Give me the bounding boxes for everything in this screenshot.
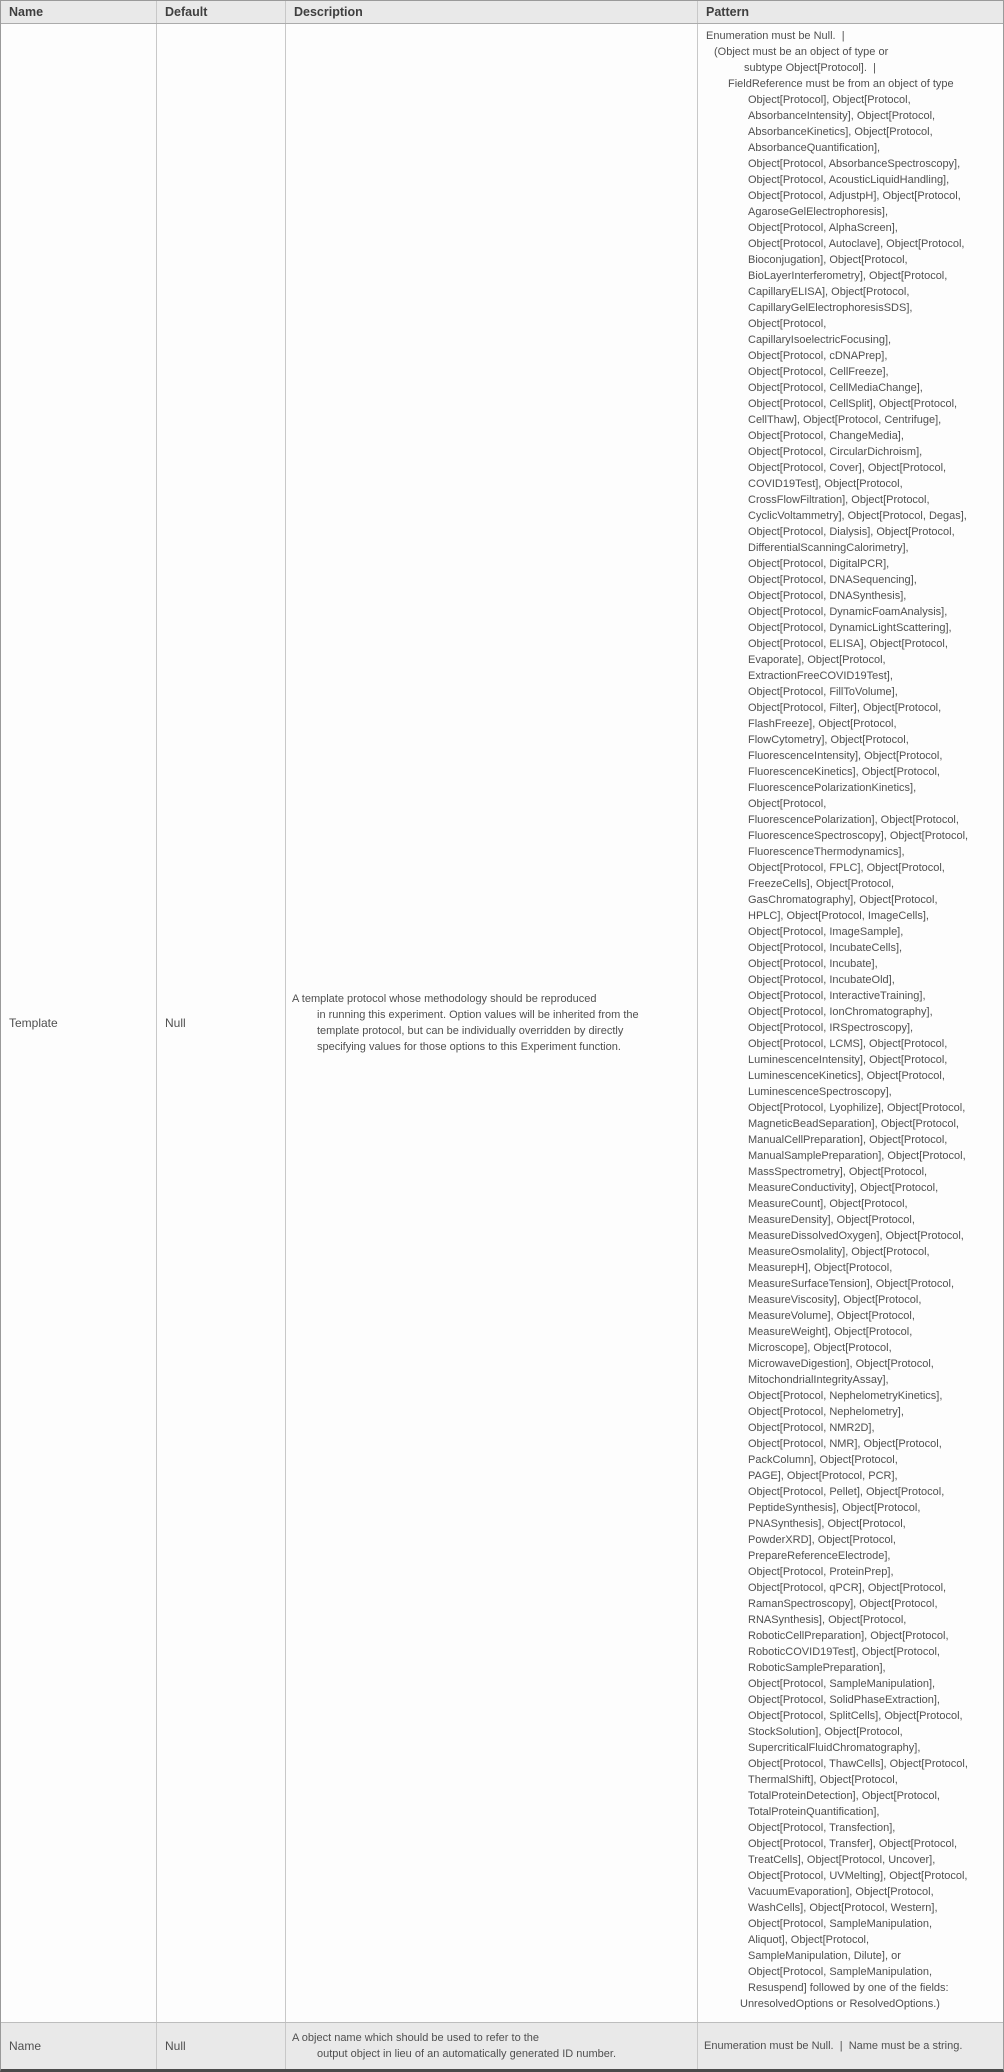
text-line: Object[Protocol, Autoclave], Object[Protocol,: [748, 238, 965, 250]
text-line: ManualCellPreparation], Object[Protocol,: [748, 1134, 948, 1146]
text-line: Object[Protocol, cDNAPrep],: [748, 350, 888, 362]
text-line: CrossFlowFiltration], Object[Protocol,: [748, 494, 930, 506]
text-line: FluorescenceSpectroscopy], Object[Protocol,: [748, 830, 969, 842]
text-line: Object[Protocol, Pellet], Object[Protocol,: [748, 1486, 945, 1498]
text-line: CellThaw], Object[Protocol, Centrifuge],: [748, 414, 942, 426]
text-line: FreezeCells], Object[Protocol,: [748, 878, 895, 890]
text-line: PrepareReferenceElectrode],: [748, 1550, 891, 1562]
text-line: FluorescencePolarization], Object[Protocol,: [748, 814, 959, 826]
text-line: A template protocol whose methodology should be reproduced: [292, 993, 597, 1005]
name-name-cell: Name: [1, 2023, 157, 2069]
text-line: Object[Protocol, CellMediaChange],: [748, 382, 923, 394]
text-line: BioLayerInterferometry], Object[Protocol,: [748, 270, 948, 282]
text-line: TreatCells], Object[Protocol, Uncover],: [748, 1854, 936, 1866]
text-line: Object[Protocol, DigitalPCR],: [748, 558, 890, 570]
text-line: Object[Protocol, NMR2D],: [748, 1422, 875, 1434]
text-line: MeasureCount], Object[Protocol,: [748, 1198, 908, 1210]
text-line: Object[Protocol, ChangeMedia],: [748, 430, 904, 442]
text-line: Object[Protocol, DNASequencing],: [748, 574, 917, 586]
text-line: MeasureDensity], Object[Protocol,: [748, 1214, 915, 1226]
text-line: Object[Protocol, NephelometryKinetics],: [748, 1390, 943, 1402]
text-line: Object[Protocol, FillToVolume],: [748, 686, 898, 698]
text-line: AbsorbanceQuantification],: [748, 142, 881, 154]
name-default-cell: Null: [157, 2023, 286, 2069]
text-line: PeptideSynthesis], Object[Protocol,: [748, 1502, 921, 1514]
text-line: Object[Protocol, SampleManipulation],: [748, 1678, 936, 1690]
table-row-template: [1, 24, 1003, 2023]
text-line: UnresolvedOptions or ResolvedOptions.): [740, 1998, 940, 2010]
text-line: RamanSpectroscopy], Object[Protocol,: [748, 1598, 938, 1610]
text-line: Enumeration must be Null. |: [706, 30, 845, 42]
text-line: Bioconjugation], Object[Protocol,: [748, 254, 908, 266]
text-line: ExtractionFreeCOVID19Test],: [748, 670, 893, 682]
text-line: PackColumn], Object[Protocol,: [748, 1454, 898, 1466]
text-line: Object[Protocol,: [748, 318, 827, 330]
text-line: MeasureVolume], Object[Protocol,: [748, 1310, 915, 1322]
text-line: VacuumEvaporation], Object[Protocol,: [748, 1886, 934, 1898]
text-line: PAGE], Object[Protocol, PCR],: [748, 1470, 898, 1482]
text-line: Object[Protocol, IncubateCells],: [748, 942, 903, 954]
template-pattern-cell: [698, 24, 1003, 2022]
text-line: PNASynthesis], Object[Protocol,: [748, 1518, 906, 1530]
header-cell-name: [1, 1, 157, 23]
name-pattern-cell: [698, 2023, 1003, 2069]
text-line: Object[Protocol, ThawCells], Object[Protocol,: [748, 1758, 968, 1770]
text-line: Resuspend] followed by one of the fields:: [748, 1982, 949, 1994]
template-name-cell: Template: [1, 24, 157, 2022]
text-line: MicrowaveDigestion], Object[Protocol,: [748, 1358, 934, 1370]
text-line: MagneticBeadSeparation], Object[Protocol,: [748, 1118, 959, 1130]
text-line: Object[Protocol, Lyophilize], Object[Protocol,: [748, 1102, 966, 1114]
text-line: Aliquot], Object[Protocol,: [748, 1934, 870, 1946]
text-line: Object[Protocol, IRSpectroscopy],: [748, 1022, 914, 1034]
text-line: AbsorbanceIntensity], Object[Protocol,: [748, 110, 936, 122]
text-line: Object[Protocol, InteractiveTraining],: [748, 990, 926, 1002]
text-line: TotalProteinDetection], Object[Protocol,: [748, 1790, 940, 1802]
text-line: Object[Protocol, Cover], Object[Protocol,: [748, 462, 947, 474]
text-line: SampleManipulation, Dilute], or: [748, 1950, 901, 1962]
text-line: COVID19Test], Object[Protocol,: [748, 478, 903, 490]
header-label-pattern: Pattern: [706, 5, 750, 19]
text-line: Object[Protocol, SplitCells], Object[Protocol,: [748, 1710, 963, 1722]
header-cell-default: [157, 1, 286, 23]
text-line: CyclicVoltammetry], Object[Protocol, Degas],: [748, 510, 967, 522]
text-line: output object in lieu of an automatically generated ID number.: [317, 2048, 617, 2060]
text-line: FlowCytometry], Object[Protocol,: [748, 734, 909, 746]
table-row-name: [1, 2023, 1003, 2069]
text-line: FluorescencePolarizationKinetics],: [748, 782, 917, 794]
text-line: MitochondrialIntegrityAssay],: [748, 1374, 889, 1386]
text-line: FluorescenceThermodynamics],: [748, 846, 905, 858]
text-line: Object[Protocol, SampleManipulation,: [748, 1966, 933, 1978]
text-line: Object[Protocol, AlphaScreen],: [748, 222, 898, 234]
text-line: Object[Protocol, Incubate],: [748, 958, 878, 970]
text-line: RoboticCOVID19Test], Object[Protocol,: [748, 1646, 940, 1658]
text-line: FieldReference must be from an object of type: [728, 78, 954, 90]
text-line: WashCells], Object[Protocol, Western],: [748, 1902, 938, 1914]
text-line: Object[Protocol, CellSplit], Object[Protocol,: [748, 398, 958, 410]
text-line: FluorescenceKinetics], Object[Protocol,: [748, 766, 940, 778]
text-line: Object[Protocol, Transfection],: [748, 1822, 896, 1834]
text-line: FluorescenceIntensity], Object[Protocol,: [748, 750, 943, 762]
text-line: Object[Protocol, SolidPhaseExtraction],: [748, 1694, 940, 1706]
header-label-description: Description: [294, 5, 363, 19]
text-line: HPLC], Object[Protocol, ImageCells],: [748, 910, 929, 922]
text-line: AbsorbanceKinetics], Object[Protocol,: [748, 126, 933, 138]
text-line: Object[Protocol, Nephelometry],: [748, 1406, 904, 1418]
text-line: LuminescenceKinetics], Object[Protocol,: [748, 1070, 945, 1082]
table-header-row: [1, 1, 1003, 24]
text-line: Object[Protocol, AcousticLiquidHandling],: [748, 174, 950, 186]
text-line: specifying values for those options to this Experiment function.: [317, 1041, 621, 1053]
text-line: RNASynthesis], Object[Protocol,: [748, 1614, 907, 1626]
text-line: Object[Protocol, CellFreeze],: [748, 366, 889, 378]
text-line: Object[Protocol, IncubateOld],: [748, 974, 895, 986]
text-line: Object[Protocol, Transfer], Object[Protocol,: [748, 1838, 958, 1850]
text-line: Object[Protocol, ELISA], Object[Protocol,: [748, 638, 948, 650]
text-line: Object[Protocol, DynamicFoamAnalysis],: [748, 606, 948, 618]
text-line: ManualSamplePreparation], Object[Protocol,: [748, 1150, 966, 1162]
header-cell-description: [286, 1, 698, 23]
text-line: MeasureDissolvedOxygen], Object[Protocol,: [748, 1230, 964, 1242]
text-line: AgaroseGelElectrophoresis],: [748, 206, 889, 218]
text-line: Object[Protocol, qPCR], Object[Protocol,: [748, 1582, 947, 1594]
text-line: Object[Protocol, CircularDichroism],: [748, 446, 923, 458]
text-line: CapillaryELISA], Object[Protocol,: [748, 286, 910, 298]
header-label-default: Default: [165, 5, 208, 19]
text-line: MeasureViscosity], Object[Protocol,: [748, 1294, 922, 1306]
text-line: in running this experiment. Option values will be inherited from the: [317, 1009, 639, 1021]
text-line: ThermalShift], Object[Protocol,: [748, 1774, 898, 1786]
text-line: CapillaryIsoelectricFocusing],: [748, 334, 892, 346]
header-label-name: Name: [9, 5, 44, 19]
text-line: Object[Protocol, AbsorbanceSpectroscopy],: [748, 158, 961, 170]
text-line: Object[Protocol, NMR], Object[Protocol,: [748, 1438, 942, 1450]
text-line: Object[Protocol, DNASynthesis],: [748, 590, 907, 602]
text-line: A object name which should be used to refer to the: [292, 2032, 540, 2044]
template-default-cell: Null: [157, 24, 286, 2022]
text-line: Object[Protocol, FPLC], Object[Protocol,: [748, 862, 945, 874]
text-line: Object[Protocol, Dialysis], Object[Protocol,: [748, 526, 955, 538]
text-line: MeasurepH], Object[Protocol,: [748, 1262, 893, 1274]
text-line: TotalProteinQuantification],: [748, 1806, 880, 1818]
text-line: RoboticCellPreparation], Object[Protocol,: [748, 1630, 949, 1642]
text-line: (Object must be an object of type or: [714, 46, 889, 58]
text-line: StockSolution], Object[Protocol,: [748, 1726, 903, 1738]
text-line: Object[Protocol], Object[Protocol,: [748, 94, 911, 106]
text-line: Object[Protocol, AdjustpH], Object[Protocol,: [748, 190, 961, 202]
text-line: Evaporate], Object[Protocol,: [748, 654, 886, 666]
name-description-cell: [286, 2023, 698, 2069]
text-line: MeasureOsmolality], Object[Protocol,: [748, 1246, 930, 1258]
text-line: Object[Protocol, ProteinPrep],: [748, 1566, 894, 1578]
text-line: MassSpectrometry], Object[Protocol,: [748, 1166, 928, 1178]
text-line: Object[Protocol, Filter], Object[Protocol,: [748, 702, 942, 714]
text-line: LuminescenceIntensity], Object[Protocol,: [748, 1054, 948, 1066]
text-line: Object[Protocol, LCMS], Object[Protocol,: [748, 1038, 948, 1050]
text-line: Object[Protocol,: [748, 798, 827, 810]
text-line: CapillaryGelElectrophoresisSDS],: [748, 302, 913, 314]
text-line: PowderXRD], Object[Protocol,: [748, 1534, 896, 1546]
text-line: Microscope], Object[Protocol,: [748, 1342, 892, 1354]
text-line: SupercriticalFluidChromatography],: [748, 1742, 921, 1754]
text-line: DifferentialScanningCalorimetry],: [748, 542, 909, 554]
text-line: Object[Protocol, SampleManipulation,: [748, 1918, 933, 1930]
text-line: LuminescenceSpectroscopy],: [748, 1086, 892, 1098]
header-cell-pattern: [698, 1, 1003, 23]
text-line: MeasureWeight], Object[Protocol,: [748, 1326, 913, 1338]
text-line: Object[Protocol, ImageSample],: [748, 926, 904, 938]
text-line: template protocol, but can be individually overridden by directly: [317, 1025, 624, 1037]
template-description-cell: [286, 24, 698, 2022]
text-line: RoboticSamplePreparation],: [748, 1662, 886, 1674]
text-line: FlashFreeze], Object[Protocol,: [748, 718, 897, 730]
text-line: Enumeration must be Null. | Name must be a string.: [704, 2040, 963, 2052]
text-line: Object[Protocol, UVMelting], Object[Protocol,: [748, 1870, 968, 1882]
text-line: MeasureSurfaceTension], Object[Protocol,: [748, 1278, 955, 1290]
text-line: Object[Protocol, DynamicLightScattering],: [748, 622, 952, 634]
text-line: MeasureConductivity], Object[Protocol,: [748, 1182, 939, 1194]
text-line: Object[Protocol, IonChromatography],: [748, 1006, 933, 1018]
text-line: GasChromatography], Object[Protocol,: [748, 894, 938, 906]
text-line: subtype Object[Protocol]. |: [744, 62, 876, 74]
